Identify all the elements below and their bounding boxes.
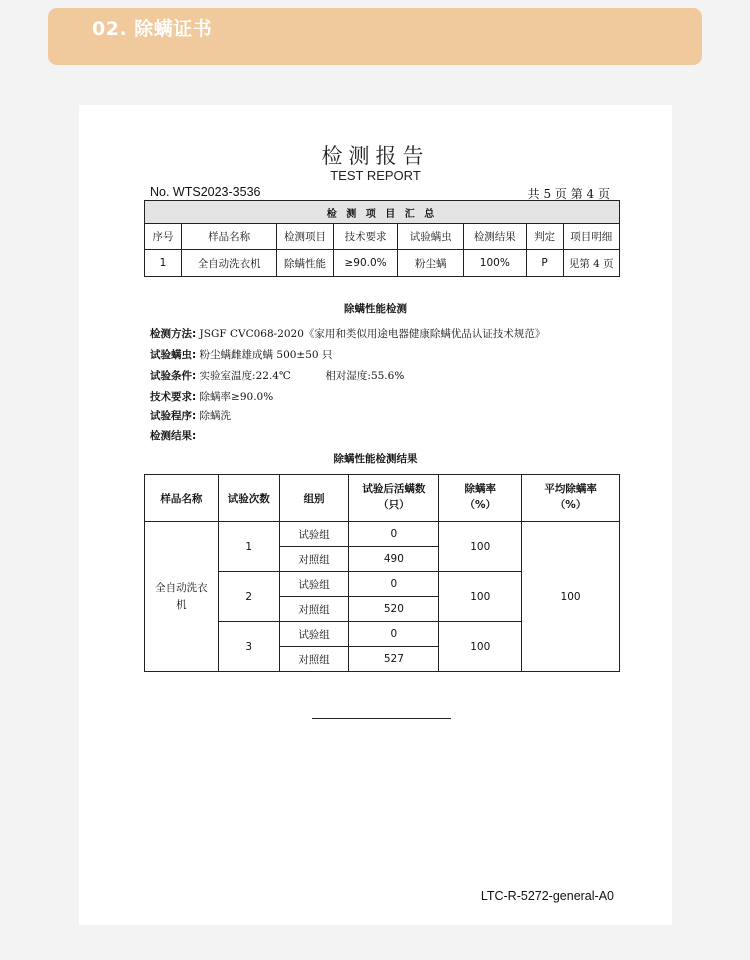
result-line xyxy=(150,428,196,443)
test-report-document xyxy=(79,105,672,925)
count-cell: 0 xyxy=(349,522,439,547)
summary-table xyxy=(144,200,620,277)
summary-cell: 粉尘螨 xyxy=(398,250,464,277)
result-header: 试验后活螨数 （只） xyxy=(349,475,439,522)
summary-header: 试验螨虫 xyxy=(398,224,464,250)
method-line xyxy=(150,326,545,341)
result-table-title: 除螨性能检测结果 xyxy=(333,453,418,465)
result-header: 除螨率 （%） xyxy=(439,475,522,522)
mite-label: 试验螨虫: xyxy=(150,349,197,361)
condition-humidity: 相对湿度:55.6% xyxy=(325,370,405,382)
result-header: 试验次数 xyxy=(218,475,279,522)
procedure-line xyxy=(150,408,231,423)
requirement-label: 技术要求: xyxy=(150,391,197,403)
rate-cell: 100 xyxy=(439,522,522,572)
requirement-value: 除螨率≥90.0% xyxy=(199,391,274,403)
procedure-label: 试验程序: xyxy=(150,410,197,422)
signature-line xyxy=(312,718,451,719)
round-number: 2 xyxy=(218,572,279,622)
result-header: 样品名称 xyxy=(145,475,219,522)
group-cell: 对照组 xyxy=(279,647,349,672)
method-value: JSGF CVC068-2020《家用和类似用途电器健康除螨优品认证技术规范》 xyxy=(199,328,546,340)
footer-code: LTC-R-5272-general-A0 xyxy=(480,889,614,903)
summary-cell: 除螨性能 xyxy=(277,250,333,277)
report-title-en: TEST REPORT xyxy=(330,168,421,183)
summary-header: 项目明细 xyxy=(563,224,619,250)
summary-header: 技术要求 xyxy=(333,224,398,250)
summary-caption: 检 测 项 目 汇 总 xyxy=(145,201,620,224)
count-cell: 520 xyxy=(349,597,439,622)
summary-header: 检测结果 xyxy=(464,224,527,250)
summary-cell: 1 xyxy=(145,250,182,277)
round-number: 3 xyxy=(218,622,279,672)
count-cell: 0 xyxy=(349,622,439,647)
result-table xyxy=(144,474,620,672)
summary-cell: 见第 4 页 xyxy=(563,250,619,277)
average-rate-cell: 100 xyxy=(522,522,620,672)
mite-value: 粉尘螨雌雄成螨 500±50 只 xyxy=(199,349,333,361)
result-header: 组别 xyxy=(279,475,349,522)
summary-header: 序号 xyxy=(145,224,182,250)
section-header-title: 02. 除螨证书 xyxy=(92,18,213,40)
summary-cell: 全自动洗衣机 xyxy=(181,250,276,277)
sample-name-cell: 全自动洗衣 机 xyxy=(145,522,219,672)
page-info: 共 5 页 第 4 页 xyxy=(527,187,610,201)
report-title-cn: 检测报告 xyxy=(321,144,430,168)
summary-cell: P xyxy=(526,250,563,277)
group-cell: 试验组 xyxy=(279,572,349,597)
mite-line xyxy=(150,347,332,362)
summary-header: 检测项目 xyxy=(277,224,333,250)
summary-header: 样品名称 xyxy=(181,224,276,250)
section-title: 除螨性能检测 xyxy=(344,303,407,315)
condition-line xyxy=(150,368,404,383)
result-label: 检测结果: xyxy=(150,430,197,442)
condition-label: 试验条件: xyxy=(150,370,197,382)
group-cell: 试验组 xyxy=(279,522,349,547)
round-number: 1 xyxy=(218,522,279,572)
group-cell: 试验组 xyxy=(279,622,349,647)
summary-cell: ≥90.0% xyxy=(333,250,398,277)
summary-header: 判定 xyxy=(526,224,563,250)
group-cell: 对照组 xyxy=(279,547,349,572)
rate-cell: 100 xyxy=(439,622,522,672)
condition-temp: 实验室温度:22.4℃ xyxy=(199,370,291,382)
rate-cell: 100 xyxy=(439,572,522,622)
report-number: No. WTS2023-3536 xyxy=(150,185,261,199)
summary-cell: 100% xyxy=(464,250,527,277)
procedure-value: 除螨洗 xyxy=(199,410,232,422)
count-cell: 527 xyxy=(349,647,439,672)
count-cell: 0 xyxy=(349,572,439,597)
count-cell: 490 xyxy=(349,547,439,572)
group-cell: 对照组 xyxy=(279,597,349,622)
method-label: 检测方法: xyxy=(150,328,197,340)
result-header: 平均除螨率 （%） xyxy=(522,475,620,522)
requirement-line xyxy=(150,389,273,404)
